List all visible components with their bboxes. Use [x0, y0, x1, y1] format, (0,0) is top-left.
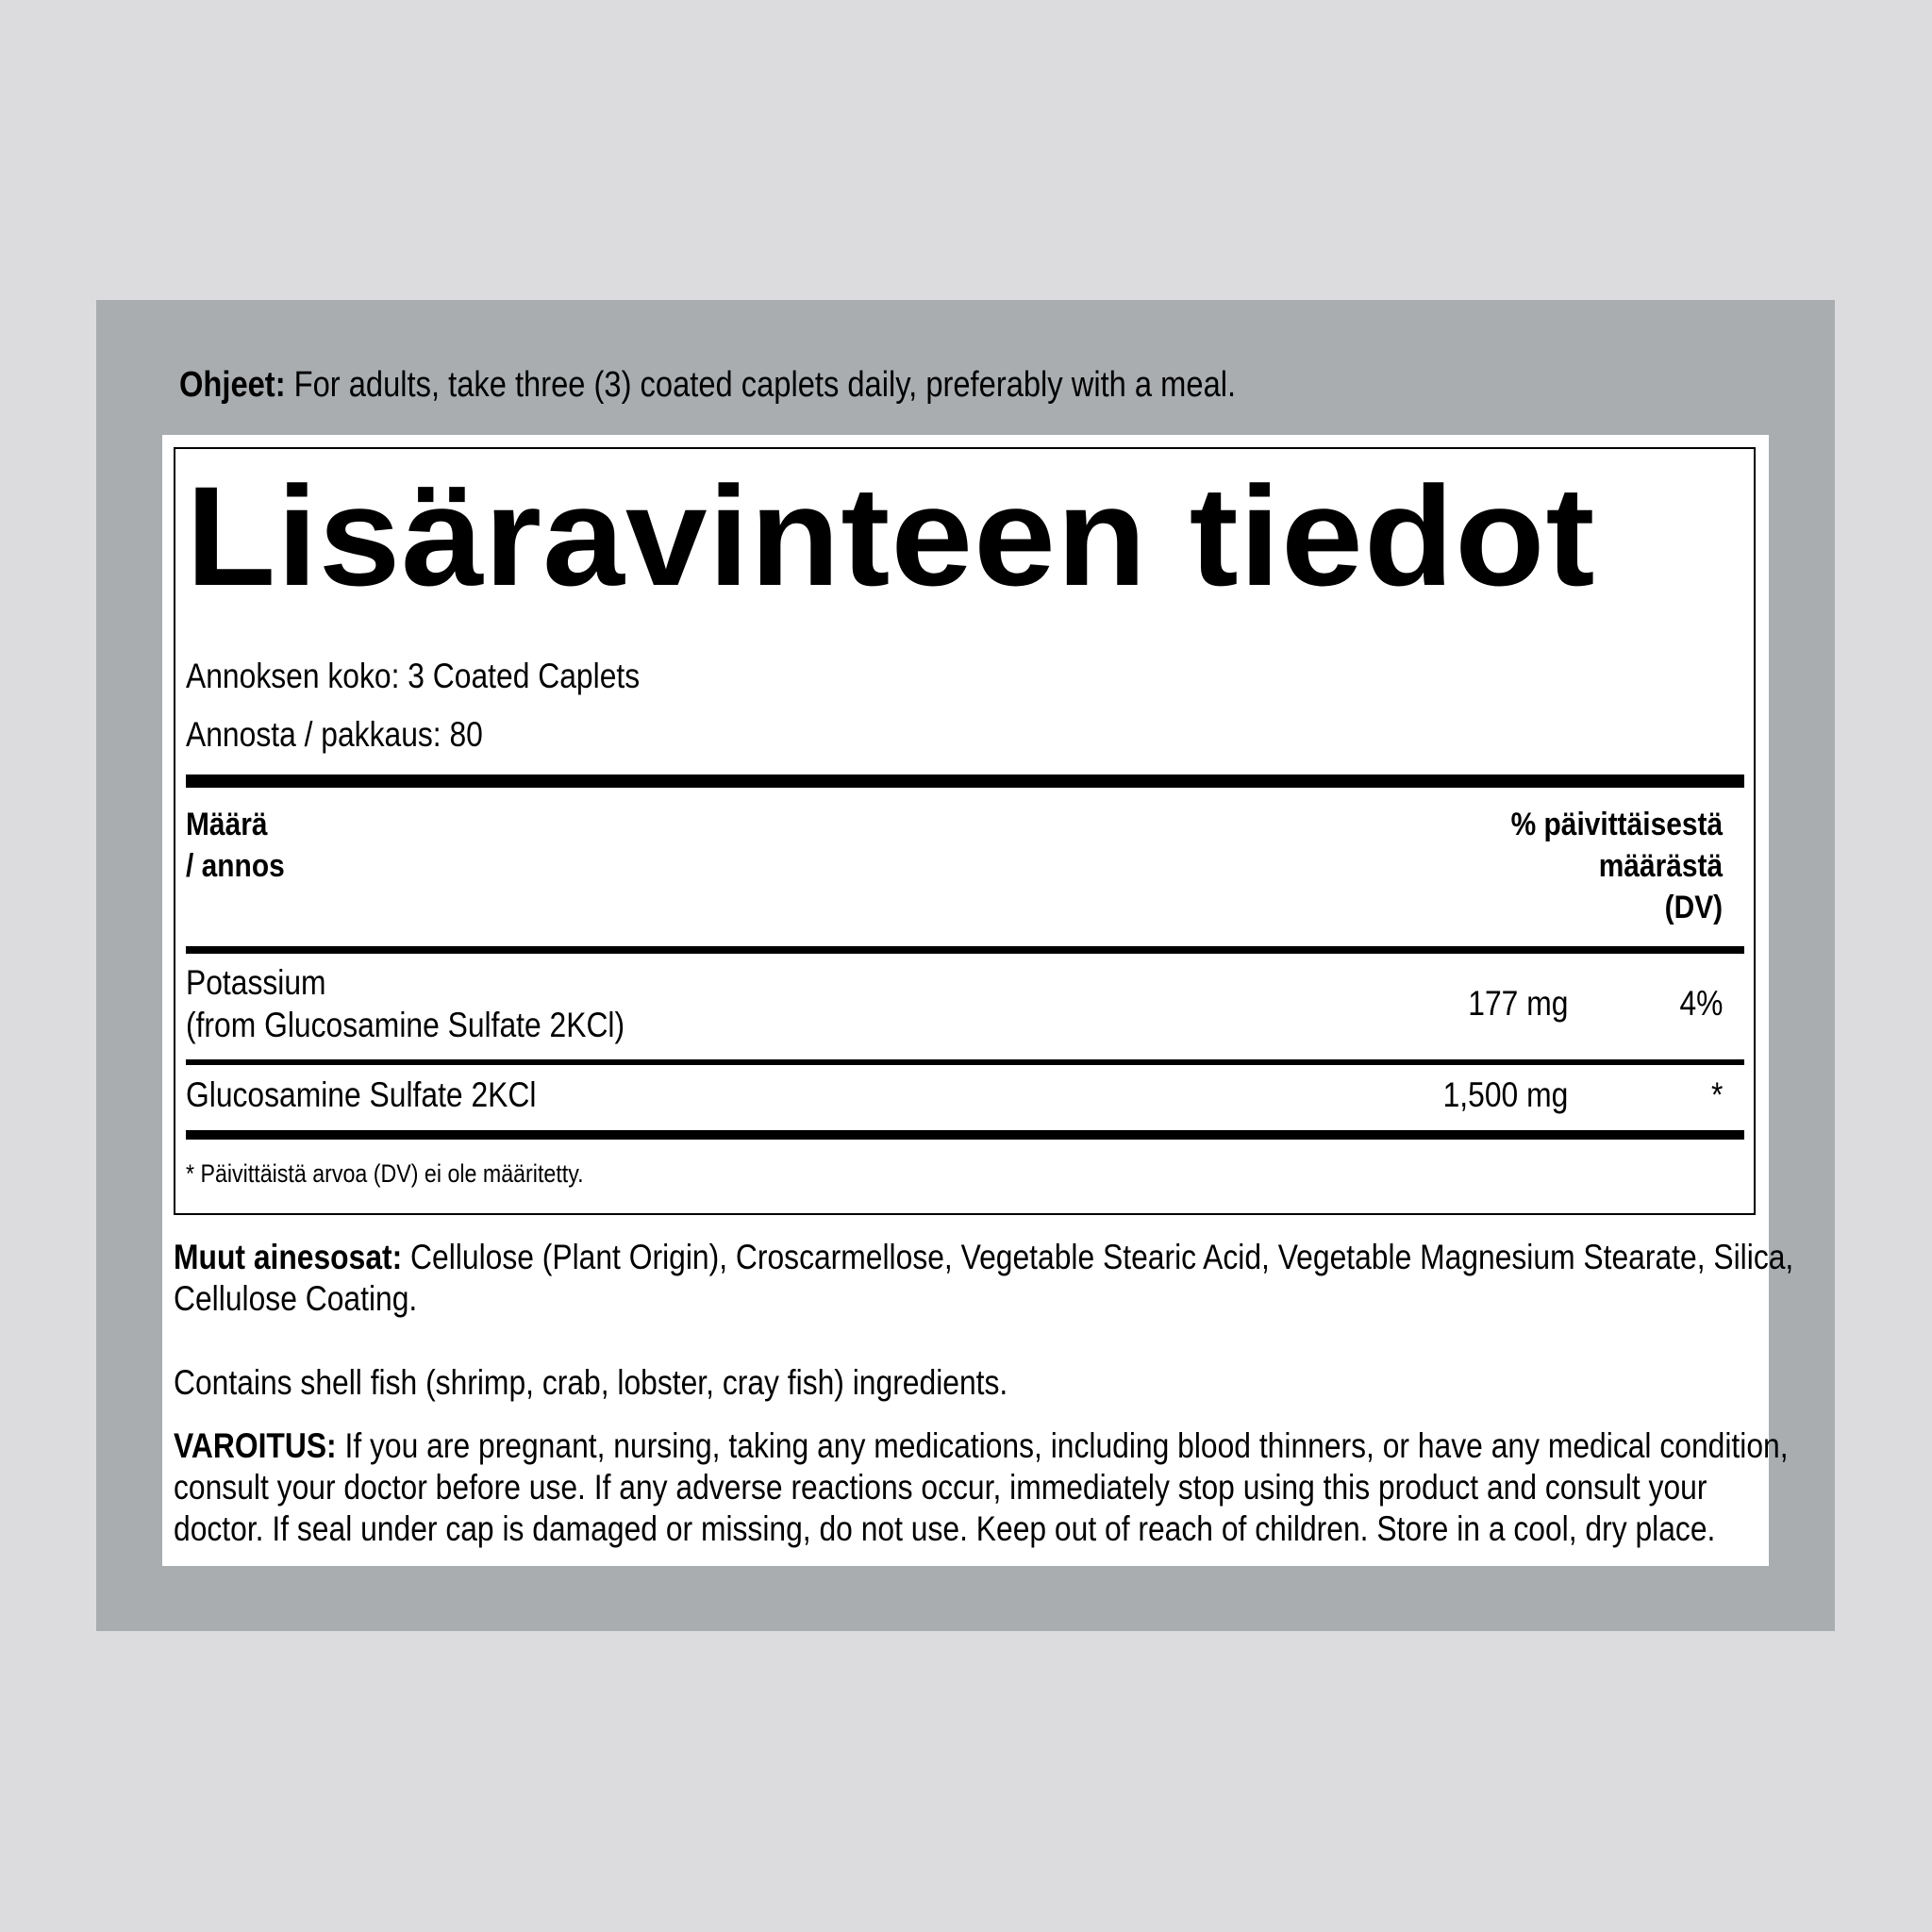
warning-line-1 — [174, 1425, 1789, 1467]
header-right-line-3: (DV) — [1664, 890, 1723, 925]
other-ingredients-label: Muut ainesosat: — [174, 1238, 403, 1276]
directions-label: Ohjeet: — [179, 365, 286, 405]
directions — [179, 362, 1236, 408]
other-ingredients-text: Cellulose (Plant Origin), Croscarmellose, Vegetable Stearic Acid, Vegetable Magnesium Stearate, Silica, — [402, 1238, 1794, 1276]
header-right-line-2: määrästä — [1598, 848, 1723, 884]
header-right-line-1: % päivittäisestä — [1510, 807, 1723, 842]
warning-line-3: doctor. If seal under cap is damaged or missing, do not use. Keep out of reach of children. Store in a cool, dry place. — [174, 1509, 1716, 1548]
allergen-statement: Contains shell fish (shrimp, crab, lobster, cray fish) ingredients. — [174, 1363, 1008, 1402]
warning-label: VAROITUS: — [174, 1426, 337, 1465]
bottom-thick-divider — [186, 1130, 1744, 1140]
facts-title: Lisäravinteen tiedot — [186, 457, 1596, 615]
thick-divider — [186, 774, 1744, 788]
directions-text: For adults, take three (3) coated caplets daily, preferably with a meal. — [285, 365, 1237, 405]
header-divider — [186, 946, 1744, 954]
amount-per-serving-header — [186, 804, 285, 887]
nutrient-amount: 1,500 mg — [1442, 1075, 1568, 1114]
serving-size: Annoksen koko: 3 Coated Caplets — [186, 657, 641, 695]
daily-value-header — [1510, 804, 1723, 928]
other-ingredients-line-1 — [174, 1237, 1793, 1278]
warning-line-2: consult your doctor before use. If any adverse reactions occur, immediately stop using this product and consult your — [174, 1468, 1707, 1507]
other-ingredients — [174, 1237, 1793, 1320]
servings-per-container: Annosta / pakkaus: 80 — [186, 715, 483, 754]
warning — [174, 1425, 1789, 1550]
header-left-line-2: / annos — [186, 848, 285, 884]
nutrient-name: Glucosamine Sulfate 2KCl — [186, 1075, 537, 1114]
row-divider — [186, 1059, 1744, 1065]
other-ingredients-line-2: Cellulose Coating. — [174, 1279, 418, 1318]
nutrient-name: Potassium — [186, 963, 326, 1002]
nutrient-daily-value: 4% — [1679, 984, 1723, 1023]
nutrient-daily-value: * — [1710, 1075, 1723, 1114]
nutrient-amount: 177 mg — [1467, 984, 1568, 1023]
warning-text: If you are pregnant, nursing, taking any medications, including blood thinners, or have any medical condition, — [336, 1426, 1789, 1465]
dv-footnote: * Päivittäistä arvoa (DV) ei ole määritetty. — [186, 1159, 584, 1188]
nutrient-source: (from Glucosamine Sulfate 2KCl) — [186, 1006, 625, 1044]
header-left-line-1: Määrä — [186, 807, 268, 842]
